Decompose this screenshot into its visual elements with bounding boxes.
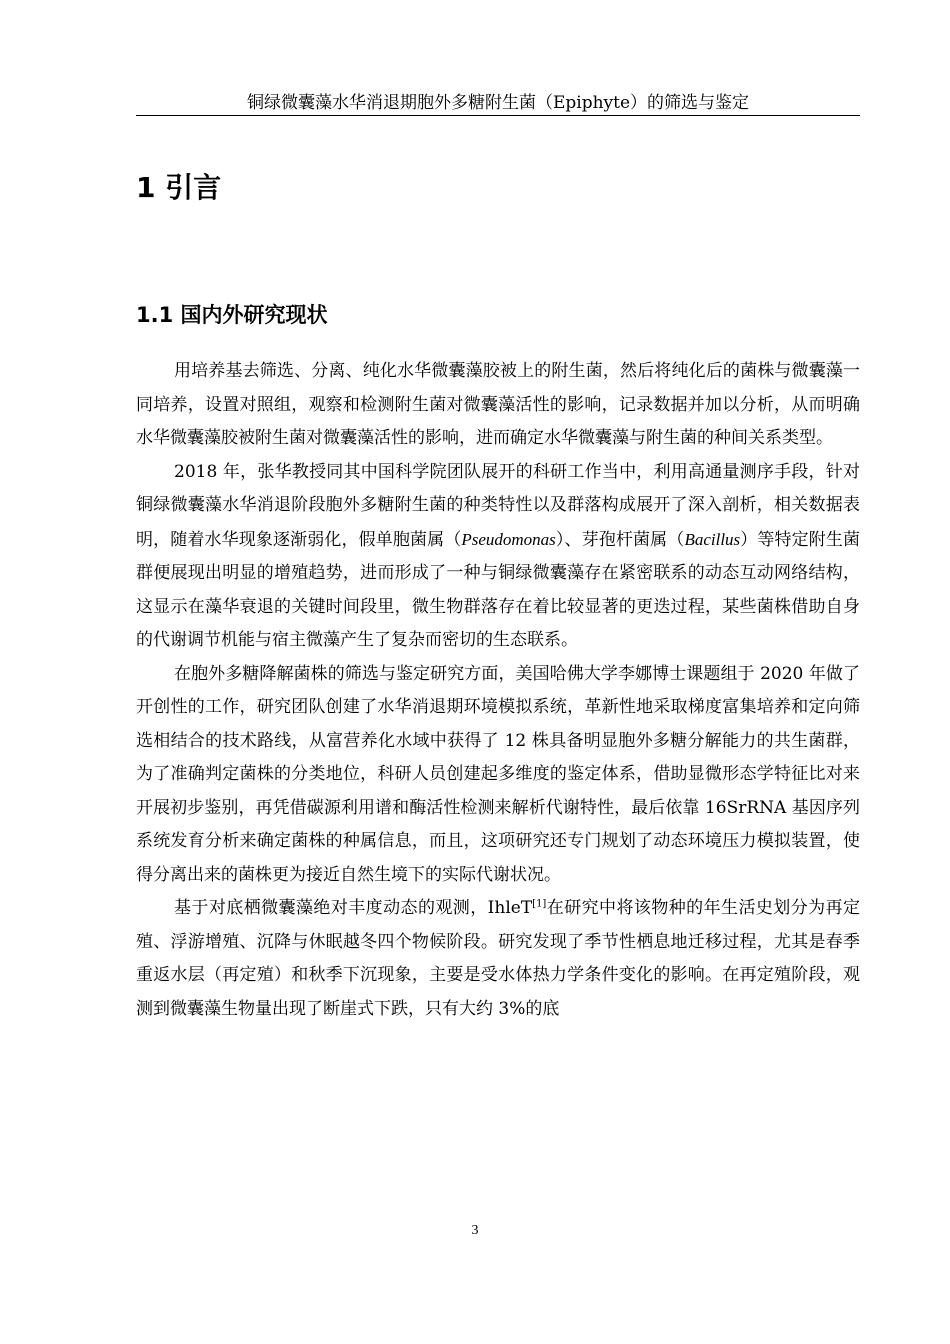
paragraph-2 [136,456,860,658]
body-text [136,355,860,1026]
paragraph-4-text-1: 基于对底栖微囊藻绝对丰度动态的观测，IhleT [174,898,533,918]
header-rule [136,115,860,116]
citation-ref[interactable]: [1] [532,898,547,910]
paragraph-2-text-3: ）等特定附生菌群便展现出明显的增殖趋势，进而形成了一种与铜绿微囊藻存在紧密联系的动态互动网络结构，这显示在藻华衰退的关键时间段里，微生物群落存在着比较显著的更迭过程，某些菌株借助自身的代谢调节机能与宿主微藻产生了复杂而密切的生态联系。 [136,529,861,650]
paragraph-1: 用培养基去筛选、分离、纯化水华微囊藻胶被上的附生菌，然后将纯化后的菌株与微囊藻一同培养，设置对照组，观察和检测附生菌对微囊藻活性的影响，记录数据并加以分析，从而明确水华微囊藻胶被附生菌对微囊藻活性的影响，进而确定水华微囊藻与附生菌的种间关系类型。 [136,361,860,448]
section-title: 1.1 国内外研究现状 [136,303,328,327]
paragraph-3: 在胞外多糖降解菌株的筛选与鉴定研究方面，美国哈佛大学李娜博士课题组于 2020 年做了开创性的工作，研究团队创建了水华消退期环境模拟系统，革新性地采取梯度富集培养和定向筛选相结合的技术路线，从富营养化水域中获得了 12 株具备明显胞外多糖分解能力的共生菌群，为了准确判定菌株的分类地位，科研人员创建起多维度的鉴定体系，借助显微形态学特征比对来开展初步鉴别，再凭借碳源利用谱和酶活性检测来解析代谢特性，最后依靠 16SrRNA 基因序列系统发育分析来确定菌株的种属信息，而且，这项研究还专门规划了动态环境压力模拟装置，使得分离出来的菌株更为接近自然生境下的实际代谢状况。 [136,663,860,885]
chapter-title: 1 引言 [136,171,222,204]
running-header: 铜绿微囊藻水华消退期胞外多糖附生菌（Epiphyte）的筛选与鉴定 [246,93,750,113]
genus-bacillus: Bacillus [684,529,741,549]
page-number: 3 [471,1223,479,1238]
paragraph-2-text-1: 2018 年，张华教授同其中国科学院团队展开的科研工作当中，利用高通量测序手段，针对铜绿微囊藻水华消退阶段胞外多糖附生菌的种类特性以及群落构成展开了深入剖析，相关数据表明，随着水华现象逐渐弱化，假单胞菌属（ [136,461,860,550]
paragraph-4-text-2: 在研究中将该物种的年生活史划分为再定殖、浮游增殖、沉降与休眠越冬四个物候阶段。研究发现了季节性栖息地迁移过程，尤其是春季重返水层（再定殖）和秋季下沉现象，主要是受水体热力学条件变化的影响。在再定殖阶段，观测到微囊藻生物量出现了断崖式下跌，只有大约 3%的底 [136,898,861,1019]
paragraph-4 [136,892,860,1026]
genus-pseudomonas: Pseudomonas [461,529,556,549]
paragraph-2-text-2: ）、芽孢杆菌属（ [555,529,685,550]
